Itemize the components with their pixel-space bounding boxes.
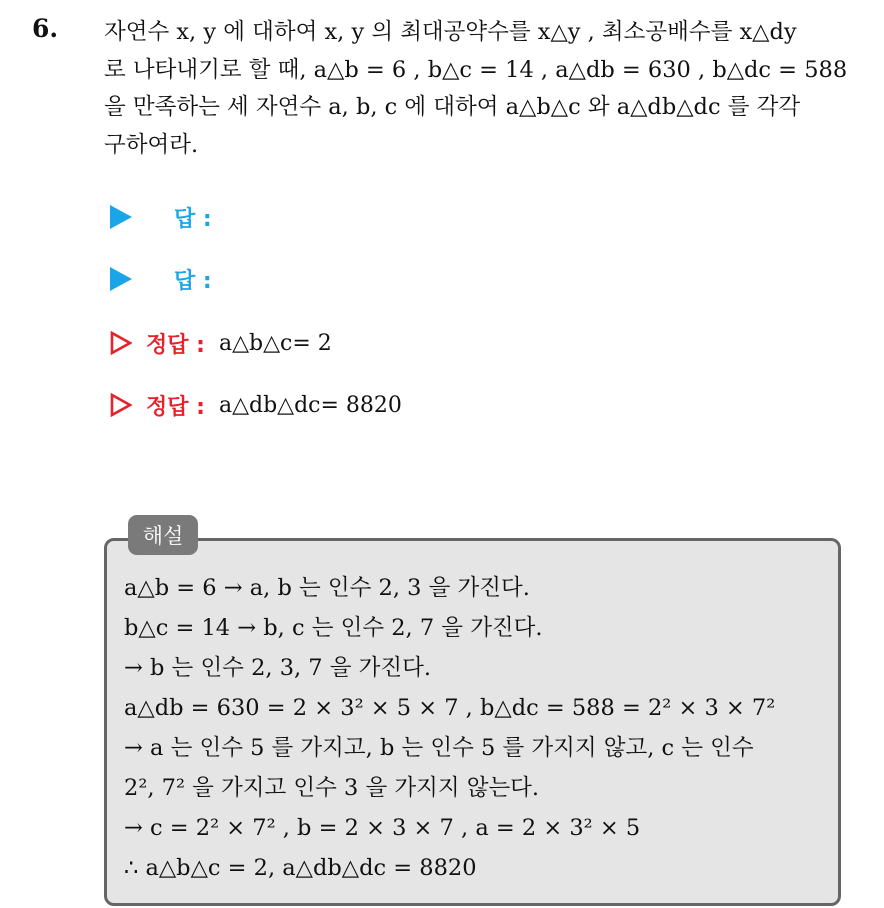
solution-line: 2², 7² 을 가지고 인수 3 을 가지지 않는다. xyxy=(124,775,540,801)
play-triangle-filled-icon xyxy=(110,205,132,229)
solution-line: a△b = 6 → a, b 는 인수 2, 3 을 가진다. xyxy=(124,575,530,601)
question-line: 을 만족하는 세 자연수 a, b, c 에 대하여 a△b△c 와 a△db△dc 를 각각 xyxy=(104,94,801,120)
answer-blank-row xyxy=(110,200,212,234)
question-text xyxy=(104,14,860,164)
answer-blank-label: 답 : xyxy=(174,206,212,232)
question-line: 구하여라. xyxy=(104,131,199,158)
correct-answer-value: a△db△dc= 8820 xyxy=(218,392,402,418)
answer-blank-row xyxy=(110,262,212,296)
question-line: 로 나타내기로 할 때, a△b = 6 , b△c = 14 , a△db = 630 , b△dc = 588 xyxy=(104,56,848,83)
solution-line: b△c = 14 → b, c 는 인수 2, 7 을 가진다. xyxy=(124,615,543,641)
solution-line: → a 는 인수 5 를 가지고, b 는 인수 5 를 가지지 않고, c 는 인수 xyxy=(124,735,754,761)
play-triangle-outline-icon xyxy=(110,331,132,355)
answer-blank-label: 답 : xyxy=(174,268,212,294)
play-triangle-outline-icon xyxy=(110,393,132,417)
correct-answer-value: a△b△c= 2 xyxy=(218,330,332,356)
question-number: 6. xyxy=(32,14,59,43)
correct-answer-row xyxy=(110,326,332,360)
solution-line: a△db = 630 = 2 × 3² × 5 × 7 , b△dc = 588 = 2² × 3 × 7² xyxy=(124,695,776,721)
solution-line: ∴ a△b△c = 2, a△db△dc = 8820 xyxy=(124,855,477,881)
correct-answer-label: 정답 : xyxy=(146,332,205,358)
solution-tag: 해설 xyxy=(128,515,198,555)
play-triangle-filled-icon xyxy=(110,267,132,291)
solution-line: → b 는 인수 2, 3, 7 을 가진다. xyxy=(124,655,432,681)
solution-text xyxy=(124,568,834,888)
correct-answer-row xyxy=(110,388,402,422)
question-line: 자연수 x, y 에 대하여 x, y 의 최대공약수를 x△y , 최소공배수를 x△dy xyxy=(104,19,797,45)
solution-line: → c = 2² × 7² , b = 2 × 3 × 7 , a = 2 × 3² × 5 xyxy=(124,815,641,841)
correct-answer-label: 정답 : xyxy=(146,394,205,420)
